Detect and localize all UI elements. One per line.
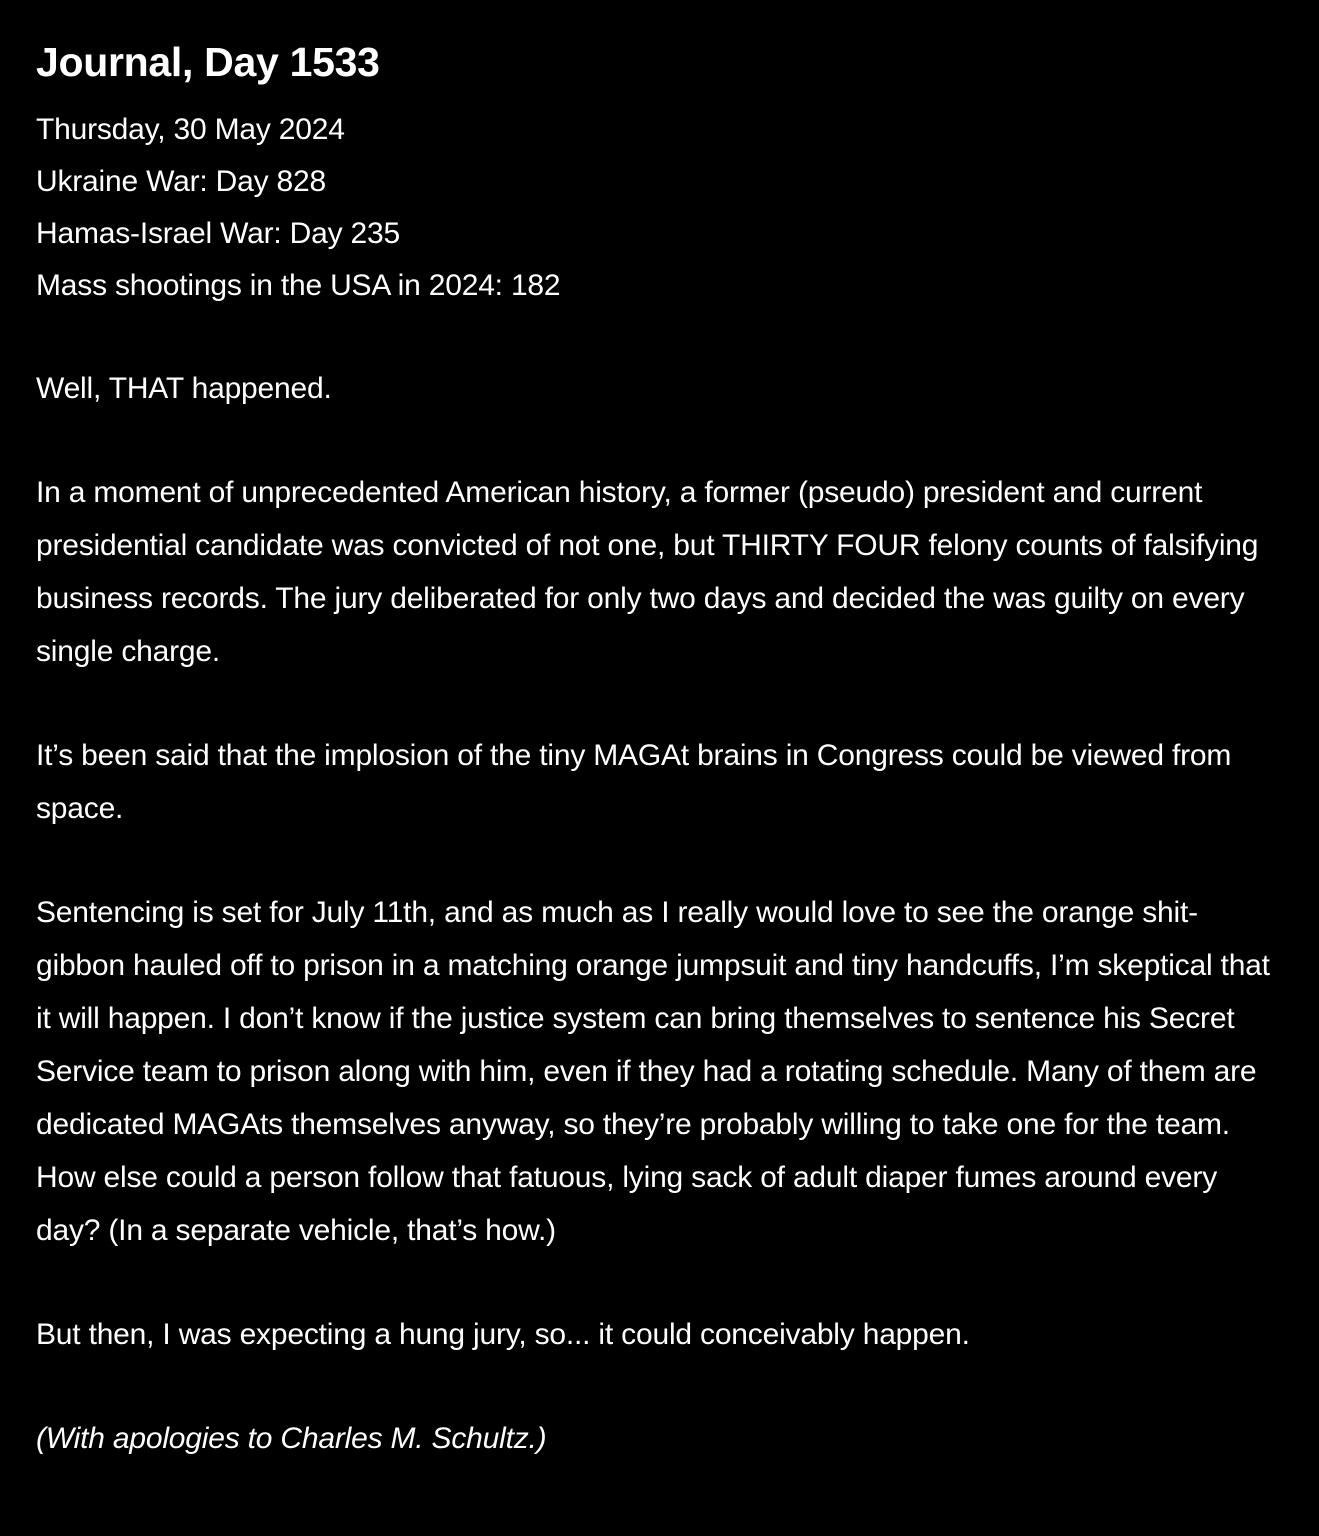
spacer [36, 312, 1286, 362]
paragraph-4: Sentencing is set for July 11th, and as much as I really would love to see the orange shit-gibbon hauled off to prison in a matching orange jumpsuit and tiny handcuffs, I’m skeptical that it will happen. I don’t know if the justice system can bring themselves to sentence his Secret Service team to prison along with him, even if they had a rotating schedule. Many of them are dedicated MAGAts themselves anyway, so they’re probably willing to take one for the team. How else could a person follow that fatuous, lying sack of adult diaper fumes around every day? (In a separate vehicle, that’s how.) [36, 896, 1270, 1247]
journal-meta [36, 104, 1286, 312]
signoff: (With apologies to Charles M. Schultz.) [36, 1422, 547, 1455]
spacer [36, 1361, 1286, 1412]
meta-hamas-israel-war: Hamas-Israel War: Day 235 [36, 217, 400, 250]
paragraph-1: Well, THAT happened. [36, 372, 332, 405]
meta-date: Thursday, 30 May 2024 [36, 113, 345, 146]
journal-title: Journal, Day 1533 [36, 39, 380, 85]
paragraph-5: But then, I was expecting a hung jury, so... it could conceivably happen. [36, 1318, 970, 1351]
meta-mass-shootings: Mass shootings in the USA in 2024: 182 [36, 269, 561, 302]
paragraph-2: In a moment of unprecedented American history, a former (pseudo) president and current presidential candidate was convicted of not one, but THIRTY FOUR felony counts of falsifying business records. The jury deliberated for only two days and decided the was guilty on every single charge. [36, 476, 1259, 668]
spacer [36, 835, 1286, 886]
paragraph-3: It’s been said that the implosion of the tiny MAGAt brains in Congress could be viewed from space. [36, 739, 1232, 825]
journal-entry [36, 36, 1286, 1465]
spacer [36, 678, 1286, 729]
spacer [36, 415, 1286, 466]
meta-ukraine-war: Ukraine War: Day 828 [36, 165, 326, 198]
spacer [36, 1257, 1286, 1308]
